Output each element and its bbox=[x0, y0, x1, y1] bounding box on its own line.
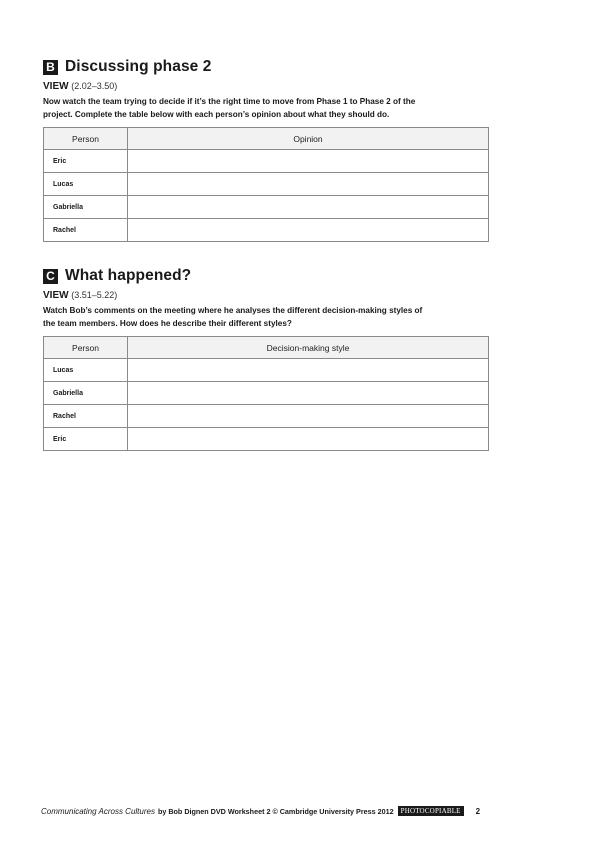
answer-cell[interactable] bbox=[128, 196, 489, 219]
person-cell: Eric bbox=[44, 150, 128, 173]
section-b-heading bbox=[43, 57, 489, 77]
answer-cell[interactable] bbox=[128, 173, 489, 196]
instruction-line: the team members. How does he describe their different styles? bbox=[43, 319, 292, 328]
view-label: VIEW bbox=[43, 81, 69, 92]
column-header-person: Person bbox=[44, 128, 128, 150]
answer-cell[interactable] bbox=[128, 405, 489, 428]
table-row bbox=[44, 359, 489, 382]
person-cell: Lucas bbox=[44, 359, 128, 382]
person-cell: Rachel bbox=[44, 219, 128, 242]
page-number: 2 bbox=[475, 806, 481, 816]
section-c-view-line bbox=[43, 289, 489, 302]
table-row bbox=[44, 196, 489, 219]
section-c-instructions bbox=[43, 304, 489, 330]
person-cell: Eric bbox=[44, 428, 128, 451]
person-cell: Gabriella bbox=[44, 382, 128, 405]
column-header-opinion: Opinion bbox=[128, 128, 489, 150]
instruction-line: Watch Bob’s comments on the meeting where he analyses the different decision-making styles of bbox=[43, 306, 423, 315]
section-b-instructions bbox=[43, 95, 489, 121]
page-footer bbox=[41, 806, 551, 816]
section-b-badge: B bbox=[43, 60, 58, 75]
section-c-title: What happened? bbox=[65, 267, 192, 284]
answer-cell[interactable] bbox=[128, 428, 489, 451]
column-header-person: Person bbox=[44, 337, 128, 359]
timecode: (3.51–5.22) bbox=[71, 290, 118, 300]
section-b-title: Discussing phase 2 bbox=[65, 58, 212, 75]
person-cell: Gabriella bbox=[44, 196, 128, 219]
section-c bbox=[43, 266, 489, 451]
table-header-row bbox=[44, 337, 489, 359]
person-cell: Lucas bbox=[44, 173, 128, 196]
table-row bbox=[44, 382, 489, 405]
photocopiable-stamp: PHOTOCOPIABLE bbox=[398, 806, 464, 816]
table-row bbox=[44, 428, 489, 451]
answer-cell[interactable] bbox=[128, 382, 489, 405]
copyright-credit: by Bob Dignen DVD Worksheet 2 © Cambridge University Press 2012 bbox=[157, 806, 394, 816]
table-row bbox=[44, 173, 489, 196]
table-row bbox=[44, 150, 489, 173]
answer-cell[interactable] bbox=[128, 150, 489, 173]
section-c-heading bbox=[43, 266, 489, 286]
opinion-table bbox=[43, 127, 489, 242]
timecode: (2.02–3.50) bbox=[71, 81, 118, 91]
decision-style-table bbox=[43, 336, 489, 451]
instruction-line: project. Complete the table below with each person’s opinion about what they should do. bbox=[43, 110, 390, 119]
section-c-badge: C bbox=[43, 269, 58, 284]
answer-cell[interactable] bbox=[128, 219, 489, 242]
section-b bbox=[43, 57, 489, 242]
view-label: VIEW bbox=[43, 290, 69, 301]
column-header-decision-style: Decision-making style bbox=[128, 337, 489, 359]
book-title: Communicating Across Cultures bbox=[41, 806, 155, 816]
section-b-view-line bbox=[43, 80, 489, 93]
table-row bbox=[44, 219, 489, 242]
answer-cell[interactable] bbox=[128, 359, 489, 382]
table-header-row bbox=[44, 128, 489, 150]
person-cell: Rachel bbox=[44, 405, 128, 428]
table-row bbox=[44, 405, 489, 428]
instruction-line: Now watch the team trying to decide if it’s the right time to move from Phase 1 to Phase 2 of the bbox=[43, 97, 416, 106]
